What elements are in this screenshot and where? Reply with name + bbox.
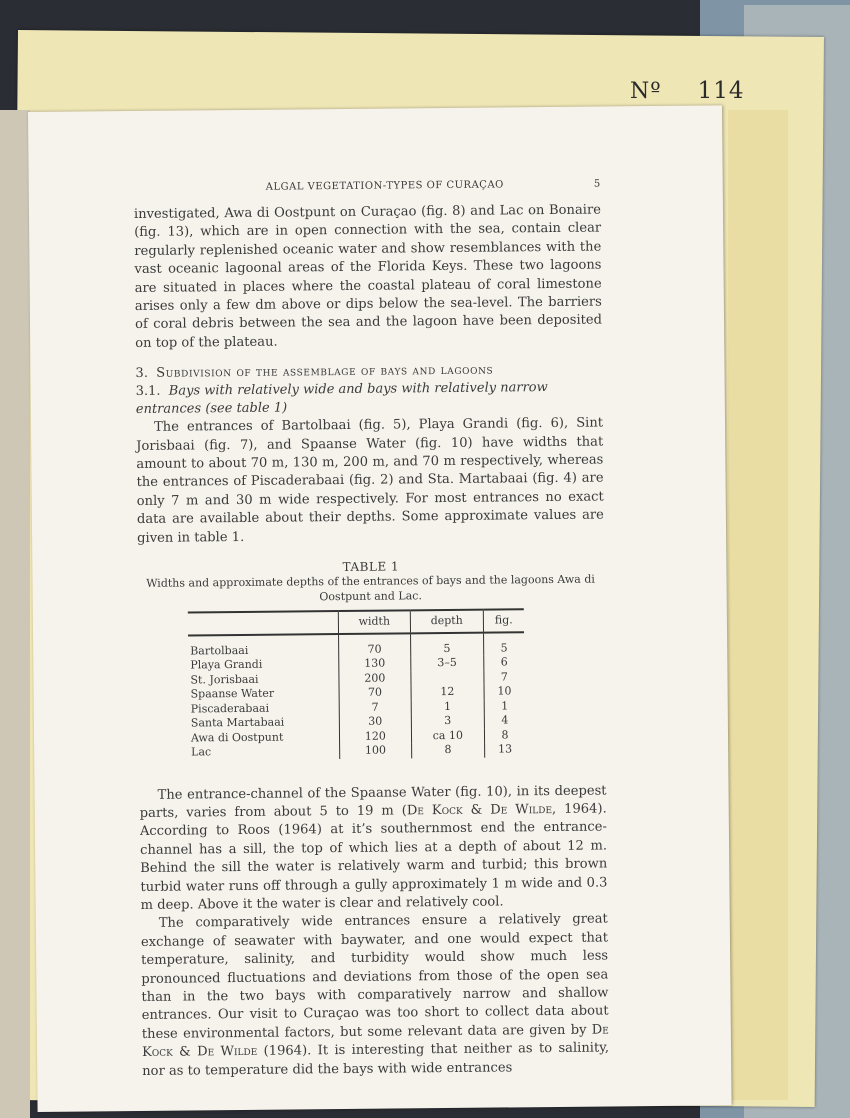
table-cell: 100 [340, 743, 412, 758]
table-cell: 3 [411, 714, 484, 729]
table-cell: 7 [339, 700, 411, 715]
subsection-ref: (see table 1) [205, 400, 288, 417]
paragraph-3 [139, 782, 607, 915]
folder-number-label [630, 78, 745, 104]
back-sheet-margin [728, 110, 788, 1100]
paragraph-3-text-a: The entrance-channel of the Spaanse Water (fig. 10), in its deepest parts, varies from about 5 to 19 m ( [139, 783, 607, 821]
table-cell: 70 [339, 685, 411, 700]
table-header-cell: width [338, 610, 410, 633]
page-content [134, 179, 610, 1082]
folder-number: 114 [697, 78, 745, 104]
table-cell: 6 [484, 655, 525, 670]
table-cell: Piscaderabaai [190, 701, 270, 716]
document-page [28, 105, 732, 1112]
subsection-number: 3.1. [135, 383, 161, 400]
table-header-row [188, 609, 524, 635]
subsection-title: Bays with relatively wide and bays with relatively narrow entrances [135, 380, 548, 418]
table-header-cell: depth [410, 610, 483, 633]
table-cell: 5 [410, 632, 483, 656]
table-cell: 13 [484, 742, 525, 757]
table-cell: 4 [484, 713, 525, 728]
table-cell: 1 [411, 699, 484, 714]
section-number: 3. [135, 366, 148, 382]
table-cell: 130 [339, 656, 411, 671]
table-cell: 30 [339, 714, 411, 729]
page-number: 5 [593, 178, 601, 190]
table-cell: Santa Martabaai [190, 715, 285, 730]
paragraph-2: The entrances of Bartolbaai (fig. 5), Playa Grandi (fig. 6), Sint Jorisbaai (fig. 7), and Spaanse Water (fig. 10) have widths that amount to about 70 m, 130 m, 200 m, and 70 m respectively, whereas the entrances of Piscaderabaai (fig. 2) and Sta. Martabaai (fig. 4) are only 7 m and 30 m wide respectively. For most entrances no exact data are available about their depths. Some approximate values are given in table 1. [136, 415, 604, 546]
table-cell: 7 [484, 670, 525, 685]
table-cell: 3–5 [410, 656, 483, 671]
table-caption: Widths and approximate depths of the entrances of bays and the lagoons Awa di Oostpunt and Lac. [146, 572, 595, 604]
table-cell: 5 [483, 632, 524, 656]
table-cell: Lac [191, 745, 212, 759]
table-cell: St. Jorisbaai [190, 672, 259, 687]
table-header-cell: fig. [483, 609, 524, 632]
book-spine [0, 110, 30, 1118]
folder-number-prefix: Nº [630, 79, 662, 104]
table-cell: 10 [484, 684, 525, 699]
citation-de-kock: De Kock & De Wilde [141, 1022, 609, 1061]
table-cell: Bartolbaai [190, 643, 249, 658]
table-cell: ca 10 [411, 728, 484, 743]
table-cell: 120 [339, 729, 411, 744]
paragraph-4-text-b: (1964). It is interesting that neither as to salinity, nor as to temperature did the bays with wide entrances [142, 1040, 610, 1079]
table-cell: Playa Grandi [190, 657, 263, 672]
table-cell: Awa di Oostpunt [190, 730, 284, 745]
paragraph-4-text-a: The comparatively wide entrances ensure a relatively great exchange of seawater with baywater, and one would expect that temperature, salinity, and turbidity would show much less pronounced fluctuations and deviations from those of the open sea than in the two bays with comparatively narrow and shallow entrances. Our visit to Curaçao was too short to collect data about these environmental factors, but some relevant data are given by [140, 911, 609, 1042]
running-head-title: ALGAL VEGETATION-TYPES OF CURAÇAO [265, 179, 504, 193]
subsection-heading [136, 379, 603, 419]
section-title: Subdivision of the assemblage of bays and lagoons [156, 362, 494, 382]
table-row [188, 632, 524, 659]
table-cell: 12 [411, 685, 484, 700]
table-cell: 8 [484, 728, 525, 743]
table-cell: 200 [339, 671, 411, 686]
table-cell: Spaanse Water [190, 686, 275, 701]
table-header-cell [188, 611, 339, 635]
table-title: TABLE 1 [342, 559, 400, 575]
table-cell: 1 [484, 699, 525, 714]
table-cell [411, 670, 484, 685]
paragraph-4 [141, 911, 610, 1081]
paragraph-3-text-b: , 1964). According to Roos (1964) at it’s southernmost end the entrance-channel has a sill, the top of which lies at a depth of about 12 m. Behind the sill the water is relatively warm and turbid; this brown turbid water runs off through a gully approximately 1 m wide and 0.3 m deep. Above it the water is clear and relatively cool. [139, 801, 608, 913]
running-header [134, 179, 601, 194]
entrance-table [188, 608, 525, 760]
paragraph-1: investigated, Awa di Oostpunt on Curaçao (fig. 8) and Lac on Bonaire (fig. 13), which are in open connection with the sea, contain clear regularly replenished oceanic water and show resemblances with the vast oceanic lagoonal areas of the Florida Keys. These two lagoons are situated in places where the coastal plateau of coral limestone arises only a few dm above or dips below the sea-level. The barriers of coral debris between the sea and the lagoon have been deposited on top of the plateau. [133, 202, 603, 351]
citation-de-kock: De Kock & De Wilde [406, 802, 553, 819]
table-cell: 70 [339, 633, 411, 657]
table-cell: 8 [411, 743, 484, 758]
